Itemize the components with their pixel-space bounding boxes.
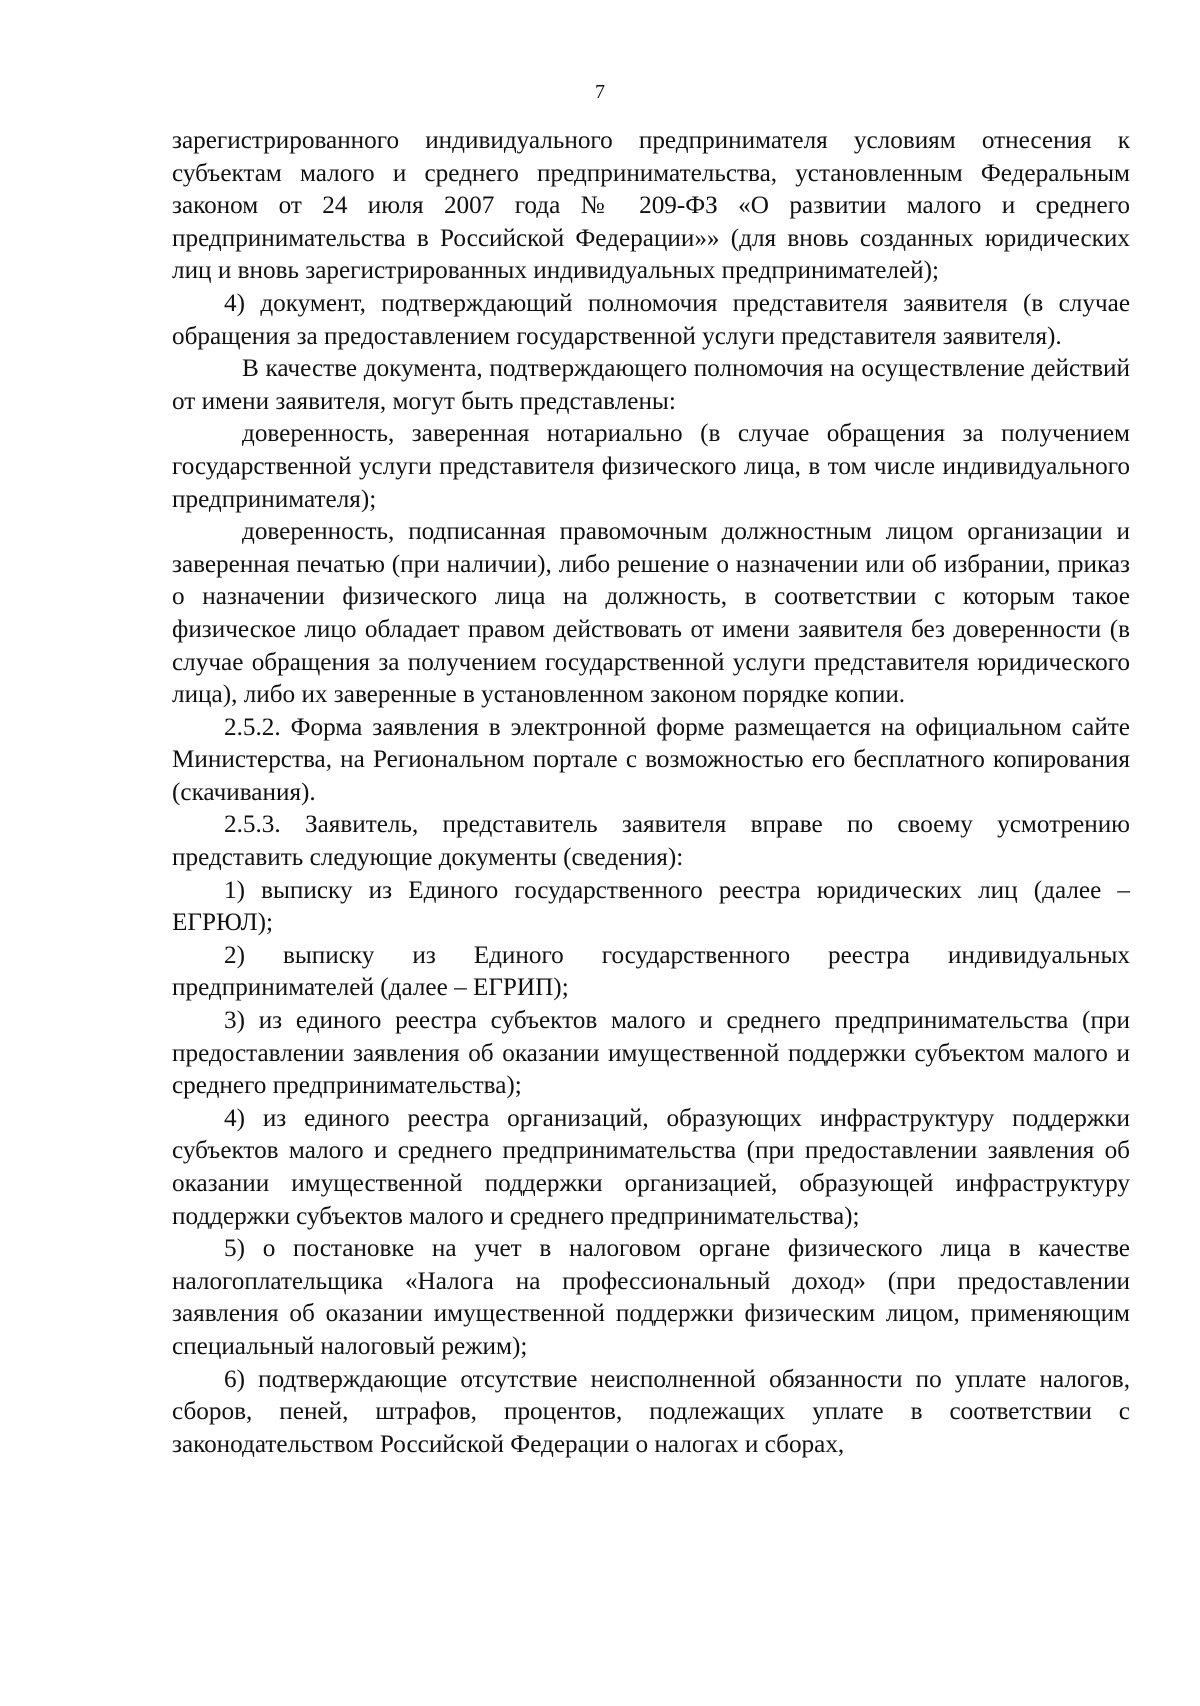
paragraph-notarized-power-of-attorney: доверенность, заверенная нотариально (в случае обращения за получением государственной услуги представителя физического лица, в том числе индивидуального предпринимателя);	[172, 420, 1130, 513]
paragraph-section-2-5-3: 2.5.3. Заявитель, представитель заявителя вправе по своему усмотрению представить следующие документы (сведения):	[172, 811, 1130, 872]
page-number: 7	[595, 81, 605, 103]
list-item-2-egrip: 2) выписку из Единого государственного реестра индивидуальных предпринимателей (далее – ЕГРИП);	[172, 941, 1130, 1002]
list-item-3-sme-registry: 3) из единого реестра субъектов малого и среднего предпринимательства (при предоставлении заявления об оказании имущественной поддержки субъектом малого и среднего предпринимательства);	[172, 1007, 1130, 1100]
paragraph-continuation: зарегистрированного индивидуального предпринимателя условиям отнесения к субъектам малого и среднего предпринимательства, установленным Федеральным законом от 24 июля 2007 года № 209-ФЗ «О развитии малого и среднего предпринимательства в Российской Федерации»» (для вновь созданных юридических лиц и вновь зарегистрированных индивидуальных предпринимателей);	[172, 127, 1130, 285]
list-item-4-infrastructure-registry: 4) из единого реестра организаций, образующих инфраструктуру поддержки субъектов малого и среднего предпринимательства (при предоставлении заявления об оказании имущественной поддержки организацией, образующей инфраструктуру поддержки субъектов малого и среднего предпринимательства);	[172, 1104, 1130, 1230]
paragraph-section-2-5-2: 2.5.2. Форма заявления в электронной форме размещается на официальном сайте Министерства, на Региональном портале с возможностью его бесплатного копирования (скачивания).	[172, 713, 1130, 806]
paragraph-signed-power-of-attorney: доверенность, подписанная правомочным должностным лицом организации и заверенная печатью (при наличии), либо решение о назначении или об избрании, приказ о назначении физического лица на должность, в соответствии с которым такое физическое лицо обладает правом действовать от имени заявителя без доверенности (в случае обращения за получением государственной услуги представителя юридического лица), либо их заверенные в установленном законом порядке копии.	[172, 518, 1130, 709]
document-body	[172, 125, 1130, 1461]
paragraph-authority-documents-intro: В качестве документа, подтверждающего полномочия на осуществление действий от имени заявителя, могут быть представлены:	[172, 355, 1130, 415]
list-item-5-tax-registration: 5) о постановке на учет в налоговом органе физического лица в качестве налогоплательщика «Налога на профессиональный доход» (при предоставлении заявления об оказании имущественной поддержки физическим лицом, применяющим специальный налоговый режим);	[172, 1235, 1130, 1360]
list-item-6-no-tax-debt: 6) подтверждающие отсутствие неисполненной обязанности по уплате налогов, сборов, пеней, штрафов, процентов, подлежащих уплате в соответствии с законодательством Российской Федерации о налогах и сборах,	[172, 1365, 1130, 1458]
paragraph-item-4-representative-document: 4) документ, подтверждающий полномочия представителя заявителя (в случае обращения за предоставлением государственной услуги представителя заявителя).	[172, 289, 1130, 350]
list-item-1-egrul: 1) выписку из Единого государственного реестра юридических лиц (далее – ЕГРЮЛ);	[172, 876, 1130, 937]
